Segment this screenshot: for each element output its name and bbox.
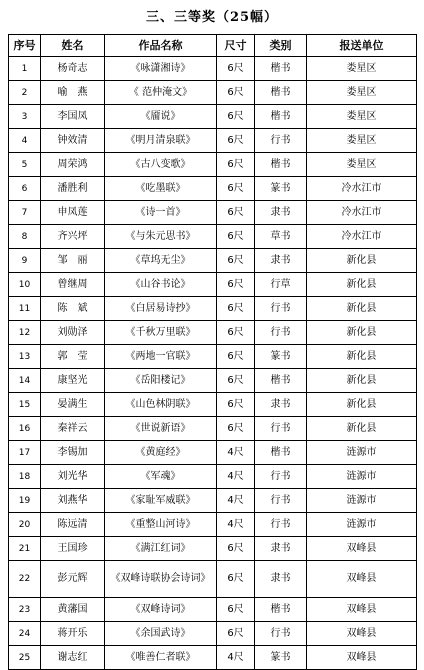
cell-category: 楷书 (255, 153, 307, 177)
table-header-row (9, 35, 417, 57)
cell-work-title: 《岳阳楼记》 (105, 369, 217, 393)
cell-work-title: 《山色林阴联》 (105, 393, 217, 417)
cell-size: 4尺 (217, 489, 255, 513)
cell-serial: 7 (9, 201, 41, 225)
cell-unit: 冷水江市 (307, 201, 417, 225)
cell-serial: 17 (9, 441, 41, 465)
cell-unit: 双峰县 (307, 537, 417, 561)
header-category: 类别 (255, 35, 307, 57)
table-row (9, 273, 417, 297)
cell-name: 申凤莲 (41, 201, 105, 225)
cell-category: 隶书 (255, 393, 307, 417)
cell-unit: 新化县 (307, 393, 417, 417)
table-row (9, 177, 417, 201)
cell-size: 6尺 (217, 201, 255, 225)
cell-work-title: 《草坞无尘》 (105, 249, 217, 273)
table-row (9, 57, 417, 81)
cell-unit: 新化县 (307, 273, 417, 297)
cell-name: 谢志红 (41, 646, 105, 670)
cell-name: 刘燕华 (41, 489, 105, 513)
cell-name: 李锡加 (41, 441, 105, 465)
table-row (9, 465, 417, 489)
cell-work-title: 《白居易诗抄》 (105, 297, 217, 321)
cell-serial: 18 (9, 465, 41, 489)
cell-unit: 娄星区 (307, 57, 417, 81)
cell-category: 篆书 (255, 345, 307, 369)
cell-category: 隶书 (255, 249, 307, 273)
cell-serial: 19 (9, 489, 41, 513)
cell-unit: 新化县 (307, 297, 417, 321)
cell-category: 楷书 (255, 57, 307, 81)
cell-unit: 新化县 (307, 345, 417, 369)
cell-size: 6尺 (217, 537, 255, 561)
cell-size: 4尺 (217, 465, 255, 489)
cell-unit: 冷水江市 (307, 225, 417, 249)
cell-name: 康坚光 (41, 369, 105, 393)
cell-category: 行书 (255, 622, 307, 646)
table-row (9, 393, 417, 417)
cell-serial: 24 (9, 622, 41, 646)
cell-size: 6尺 (217, 561, 255, 598)
cell-name: 黄藩国 (41, 598, 105, 622)
cell-name: 彭元辉 (41, 561, 105, 598)
cell-work-title: 《吃墨联》 (105, 177, 217, 201)
cell-serial: 13 (9, 345, 41, 369)
cell-size: 6尺 (217, 249, 255, 273)
cell-name: 喻 燕 (41, 81, 105, 105)
cell-category: 篆书 (255, 177, 307, 201)
cell-category: 行草 (255, 273, 307, 297)
cell-category: 行书 (255, 297, 307, 321)
table-row (9, 105, 417, 129)
cell-name: 刘勋泽 (41, 321, 105, 345)
cell-category: 行书 (255, 513, 307, 537)
cell-category: 隶书 (255, 561, 307, 598)
cell-size: 6尺 (217, 345, 255, 369)
cell-serial: 1 (9, 57, 41, 81)
cell-work-title: 《双峰诗词》 (105, 598, 217, 622)
cell-serial: 9 (9, 249, 41, 273)
table-row (9, 369, 417, 393)
cell-name: 蒋开乐 (41, 622, 105, 646)
cell-work-title: 《诗一首》 (105, 201, 217, 225)
table-row (9, 622, 417, 646)
cell-size: 6尺 (217, 393, 255, 417)
cell-unit: 娄星区 (307, 105, 417, 129)
table-row (9, 441, 417, 465)
cell-unit: 娄星区 (307, 81, 417, 105)
cell-work-title: 《咏潇湘诗》 (105, 57, 217, 81)
cell-serial: 11 (9, 297, 41, 321)
cell-unit: 新化县 (307, 369, 417, 393)
cell-category: 草书 (255, 225, 307, 249)
table-row (9, 417, 417, 441)
cell-work-title: 《黄庭经》 (105, 441, 217, 465)
cell-category: 行书 (255, 489, 307, 513)
cell-name: 秦祥云 (41, 417, 105, 441)
cell-name: 李国凤 (41, 105, 105, 129)
cell-work-title: 《满江红词》 (105, 537, 217, 561)
cell-serial: 21 (9, 537, 41, 561)
table-row (9, 321, 417, 345)
cell-size: 6尺 (217, 177, 255, 201)
cell-name: 陈远清 (41, 513, 105, 537)
cell-unit: 双峰县 (307, 646, 417, 670)
cell-name: 王国珍 (41, 537, 105, 561)
cell-size: 6尺 (217, 153, 255, 177)
cell-name: 曾继周 (41, 273, 105, 297)
cell-unit: 涟源市 (307, 441, 417, 465)
cell-name: 邹 丽 (41, 249, 105, 273)
cell-serial: 15 (9, 393, 41, 417)
table-row (9, 249, 417, 273)
table-row (9, 153, 417, 177)
cell-work-title: 《明月清泉联》 (105, 129, 217, 153)
cell-category: 行书 (255, 129, 307, 153)
cell-name: 杨奇志 (41, 57, 105, 81)
cell-category: 行书 (255, 417, 307, 441)
table-row (9, 537, 417, 561)
cell-work-title: 《余国武诗》 (105, 622, 217, 646)
table-row (9, 345, 417, 369)
cell-size: 6尺 (217, 225, 255, 249)
cell-work-title: 《重整山河诗》 (105, 513, 217, 537)
cell-work-title: 《世说新语》 (105, 417, 217, 441)
table-row (9, 129, 417, 153)
cell-work-title: 《家耻军威联》 (105, 489, 217, 513)
cell-category: 篆书 (255, 646, 307, 670)
cell-unit: 涟源市 (307, 489, 417, 513)
cell-category: 楷书 (255, 369, 307, 393)
cell-serial: 5 (9, 153, 41, 177)
cell-serial: 10 (9, 273, 41, 297)
cell-unit: 新化县 (307, 417, 417, 441)
cell-category: 楷书 (255, 441, 307, 465)
cell-work-title: 《军魂》 (105, 465, 217, 489)
cell-size: 6尺 (217, 622, 255, 646)
cell-name: 钟效清 (41, 129, 105, 153)
cell-serial: 4 (9, 129, 41, 153)
cell-category: 楷书 (255, 105, 307, 129)
cell-unit: 双峰县 (307, 598, 417, 622)
cell-serial: 6 (9, 177, 41, 201)
cell-category: 隶书 (255, 537, 307, 561)
section-title: 三、三等奖（25幅） (145, 10, 279, 25)
cell-size: 6尺 (217, 129, 255, 153)
cell-serial: 14 (9, 369, 41, 393)
cell-size: 6尺 (217, 369, 255, 393)
header-size: 尺寸 (217, 35, 255, 57)
cell-category: 楷书 (255, 598, 307, 622)
cell-work-title: 《与朱元思书》 (105, 225, 217, 249)
table-row (9, 598, 417, 622)
cell-name: 郭 莹 (41, 345, 105, 369)
cell-work-title: 《唯善仁者联》 (105, 646, 217, 670)
header-serial: 序号 (9, 35, 41, 57)
cell-serial: 3 (9, 105, 41, 129)
table-row (9, 561, 417, 598)
cell-size: 4尺 (217, 646, 255, 670)
table-row (9, 81, 417, 105)
cell-name: 齐兴坪 (41, 225, 105, 249)
header-work-title: 作品名称 (105, 35, 217, 57)
cell-serial: 8 (9, 225, 41, 249)
cell-work-title: 《 范仲淹文》 (105, 81, 217, 105)
cell-category: 楷书 (255, 81, 307, 105)
table-row (9, 646, 417, 670)
cell-work-title: 《山谷书论》 (105, 273, 217, 297)
table-row (9, 225, 417, 249)
cell-size: 4尺 (217, 513, 255, 537)
cell-name: 潘胜利 (41, 177, 105, 201)
cell-serial: 25 (9, 646, 41, 670)
cell-size: 4尺 (217, 441, 255, 465)
cell-unit: 娄星区 (307, 129, 417, 153)
cell-unit: 新化县 (307, 249, 417, 273)
table-row (9, 297, 417, 321)
cell-unit: 双峰县 (307, 561, 417, 598)
cell-size: 6尺 (217, 417, 255, 441)
awards-table (8, 34, 417, 670)
cell-work-title: 《两地一官联》 (105, 345, 217, 369)
cell-size: 6尺 (217, 273, 255, 297)
cell-serial: 20 (9, 513, 41, 537)
cell-size: 6尺 (217, 321, 255, 345)
header-name: 姓名 (41, 35, 105, 57)
cell-serial: 12 (9, 321, 41, 345)
cell-unit: 涟源市 (307, 465, 417, 489)
cell-name: 刘光华 (41, 465, 105, 489)
cell-size: 6尺 (217, 105, 255, 129)
cell-work-title: 《千秋万里联》 (105, 321, 217, 345)
cell-size: 6尺 (217, 598, 255, 622)
cell-name: 周荣鸿 (41, 153, 105, 177)
table-row (9, 201, 417, 225)
cell-unit: 双峰县 (307, 622, 417, 646)
cell-size: 6尺 (217, 57, 255, 81)
cell-serial: 22 (9, 561, 41, 598)
header-unit: 报送单位 (307, 35, 417, 57)
cell-name: 晏满生 (41, 393, 105, 417)
cell-serial: 23 (9, 598, 41, 622)
cell-unit: 娄星区 (307, 153, 417, 177)
cell-serial: 2 (9, 81, 41, 105)
cell-unit: 冷水江市 (307, 177, 417, 201)
cell-size: 6尺 (217, 81, 255, 105)
cell-category: 行书 (255, 465, 307, 489)
cell-unit: 新化县 (307, 321, 417, 345)
cell-work-title: 《靥说》 (105, 105, 217, 129)
cell-category: 隶书 (255, 201, 307, 225)
cell-unit: 涟源市 (307, 513, 417, 537)
cell-work-title: 《双峰诗联协会诗词》 (105, 561, 217, 598)
cell-name: 陈 斌 (41, 297, 105, 321)
table-row (9, 489, 417, 513)
table-row (9, 513, 417, 537)
cell-category: 行书 (255, 321, 307, 345)
cell-size: 6尺 (217, 297, 255, 321)
cell-serial: 16 (9, 417, 41, 441)
cell-work-title: 《古八变歌》 (105, 153, 217, 177)
